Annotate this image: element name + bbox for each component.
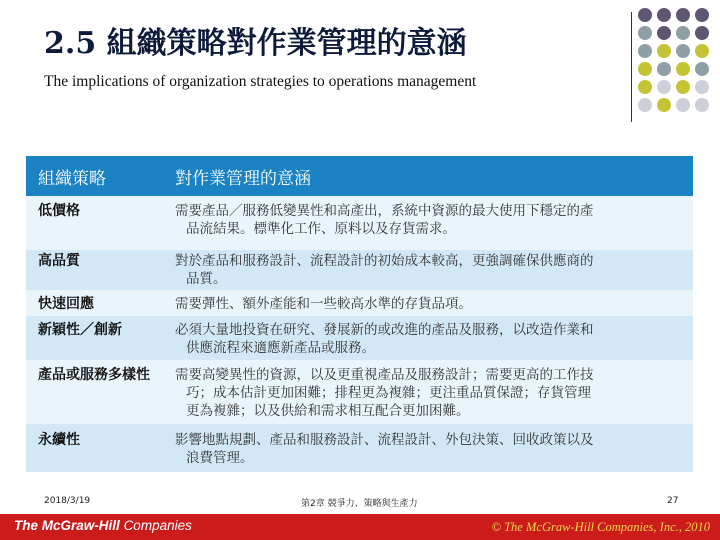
publisher-logo: The McGraw-Hill Companies [14,518,192,533]
implication-cell: 需要高變異性的資源，以及更重視產品及服務設計；需要更高的工作技 巧；成本估計更加困難；排程更為複雜；更注重品質保證；存貨管理 更為複雜；以及供給和需求相互配合更加困難。 [175,367,594,419]
decorative-dot [657,80,671,94]
column-header-implications: 對作業管理的意涵 [175,169,311,189]
implication-cell: 對於產品和服務設計、流程設計的初始成本較高，更強調確保供應商的 品質。 [175,253,594,287]
decorative-dot [676,98,690,112]
decorative-dot [657,8,671,22]
implication-cell: 必須大量地投資在研究、發展新的或改進的產品及服務，以改造作業和 供應流程來適應新產品或服務。 [175,322,594,356]
divider-line [631,12,632,122]
decorative-dot [657,98,671,112]
footer-date: 2018/3/19 [44,496,91,506]
slide-title: 2.5 組織策略對作業管理的意涵 [44,26,467,61]
decorative-dot-grid [638,8,716,118]
decorative-dot [638,8,652,22]
footer-bar [0,514,720,540]
decorative-dot [695,98,709,112]
decorative-dot [638,62,652,76]
footer-page-number: 27 [667,496,679,506]
decorative-dot [676,44,690,58]
decorative-dot [676,26,690,40]
slide-subtitle: The implications of organization strategies to operations management [44,73,477,90]
strategy-cell: 產品或服務多樣性 [38,367,150,383]
implication-cell: 需要彈性、額外產能和一些較高水準的存貨品項。 [175,296,472,312]
decorative-dot [657,62,671,76]
implication-cell: 影響地點規劃、產品和服務設計、流程設計、外包決策、回收政策以及 浪費管理。 [175,432,594,466]
decorative-dot [638,26,652,40]
decorative-dot [695,8,709,22]
decorative-dot [657,44,671,58]
decorative-dot [638,80,652,94]
decorative-dot [695,26,709,40]
decorative-dot [676,80,690,94]
copyright-notice: © The McGraw-Hill Companies, Inc., 2010 [491,520,710,534]
table-header [26,156,693,196]
strategy-cell: 快速回應 [38,296,94,312]
decorative-dot [695,44,709,58]
decorative-dot [695,80,709,94]
decorative-dot [638,44,652,58]
decorative-dot [657,26,671,40]
strategy-table [26,156,693,472]
strategy-cell: 低價格 [38,203,80,219]
strategy-cell: 永續性 [38,432,80,448]
column-header-strategy: 組織策略 [38,169,106,189]
strategy-cell: 新穎性／創新 [38,322,122,338]
decorative-dot [695,62,709,76]
decorative-dot [676,62,690,76]
decorative-dot [638,98,652,112]
decorative-dot [676,8,690,22]
implication-cell: 需要產品／服務低變異性和高產出，系統中資源的最大使用下穩定的產 品流結果。標準化工作、原料以及存貨需求。 [175,203,594,237]
strategy-cell: 高品質 [38,253,80,269]
footer-chapter: 第2章 競爭力、策略與生產力 [301,499,418,509]
